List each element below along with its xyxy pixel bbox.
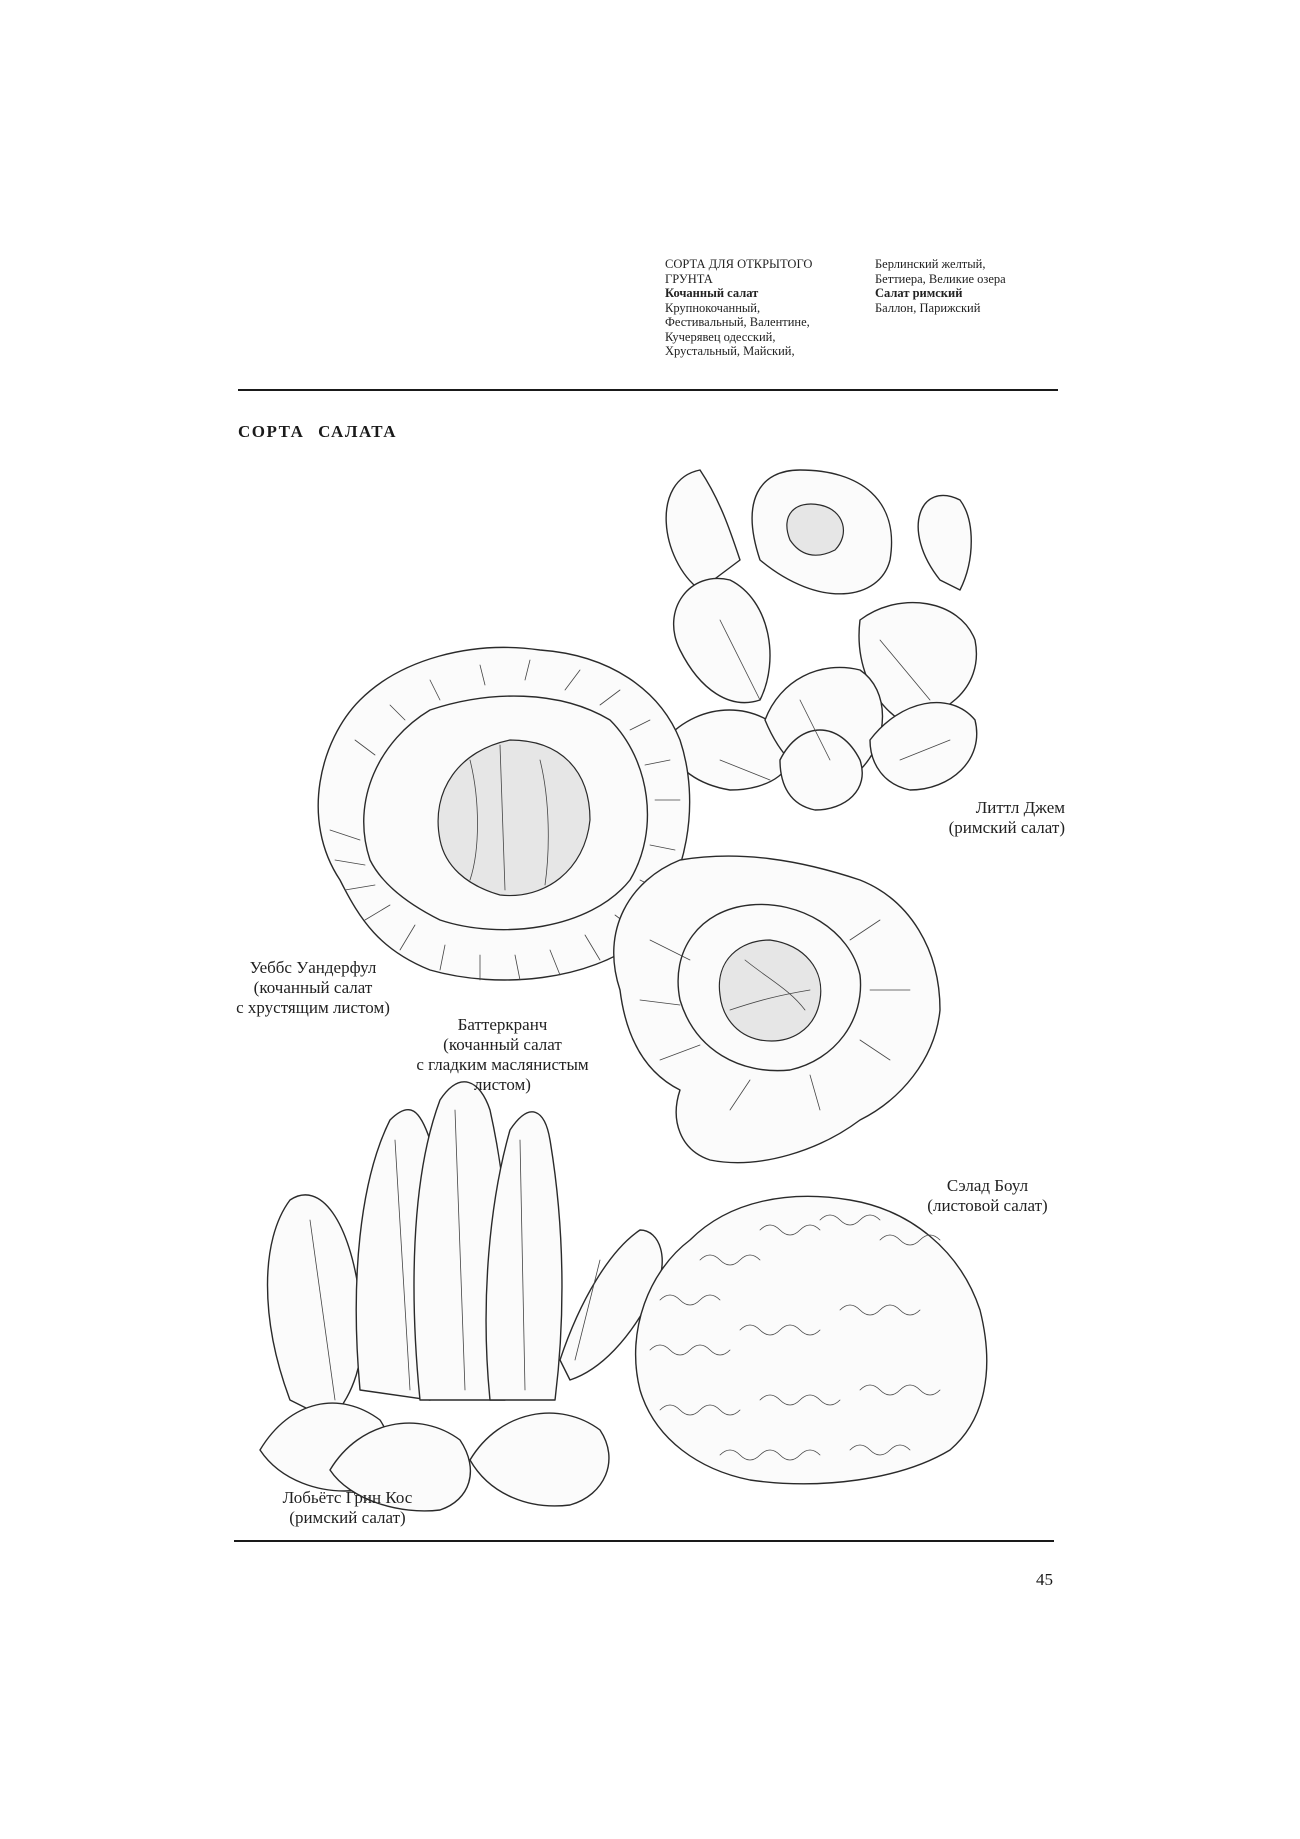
sidebar-line: ГРУНТА [665, 271, 713, 286]
sidebar-subheading: Кочанный салат [665, 286, 759, 300]
page-number: 45 [1036, 1570, 1053, 1589]
sidebar-line: Кучерявец одесский, [665, 329, 776, 344]
sidebar-line: Хрустальный, Майский, [665, 344, 795, 358]
buttercrunch-lettuce-drawing [614, 856, 940, 1163]
caption-subtitle: (кочанный салат [443, 1035, 562, 1054]
caption-subtitle: (кочанный салат [253, 978, 373, 997]
sidebar-line: Фестивальный, Валентине, [665, 315, 810, 329]
caption-little-gem [880, 798, 1065, 838]
caption-title: Уеббс Уандерфул [249, 958, 377, 977]
caption-lobjoits-green-cos [265, 1488, 430, 1528]
caption-subtitle: (римский салат) [948, 818, 1065, 837]
caption-salad-bowl [910, 1176, 1065, 1216]
sidebar-line: Баллон, Парижский [875, 300, 981, 315]
salad-bowl-lettuce-drawing [636, 1196, 987, 1483]
sidebar-line: Берлинский желтый, [875, 257, 986, 271]
caption-title: Баттеркранч [457, 1015, 548, 1034]
bottom-divider [234, 1540, 1054, 1542]
caption-title: Литтл Джем [975, 798, 1065, 817]
caption-subtitle: листом) [474, 1075, 531, 1094]
sidebar-line: СОРТА ДЛЯ ОТКРЫТОГО [665, 257, 813, 271]
caption-title: Сэлад Боул [946, 1176, 1029, 1195]
sidebar-subheading: Салат римский [875, 286, 963, 300]
sidebar-line: Беттиера, Великие озера [875, 271, 1006, 286]
caption-buttercrunch [395, 1015, 610, 1095]
section-title: СОРТА САЛАТА [238, 422, 398, 441]
caption-webbs-wonderful [218, 958, 408, 1018]
little-gem-lettuce-drawing [665, 470, 977, 810]
lobjoits-green-cos-lettuce-drawing [260, 1082, 662, 1511]
sidebar-line: Крупнокочанный, [665, 300, 761, 315]
caption-subtitle: (листовой салат) [927, 1196, 1048, 1215]
caption-subtitle: с хрустящим листом) [236, 998, 390, 1017]
caption-title: Лобьётс Грин Кос [282, 1488, 413, 1507]
caption-subtitle: (римский салат) [289, 1508, 406, 1527]
caption-subtitle: с гладким маслянистым [416, 1055, 589, 1074]
